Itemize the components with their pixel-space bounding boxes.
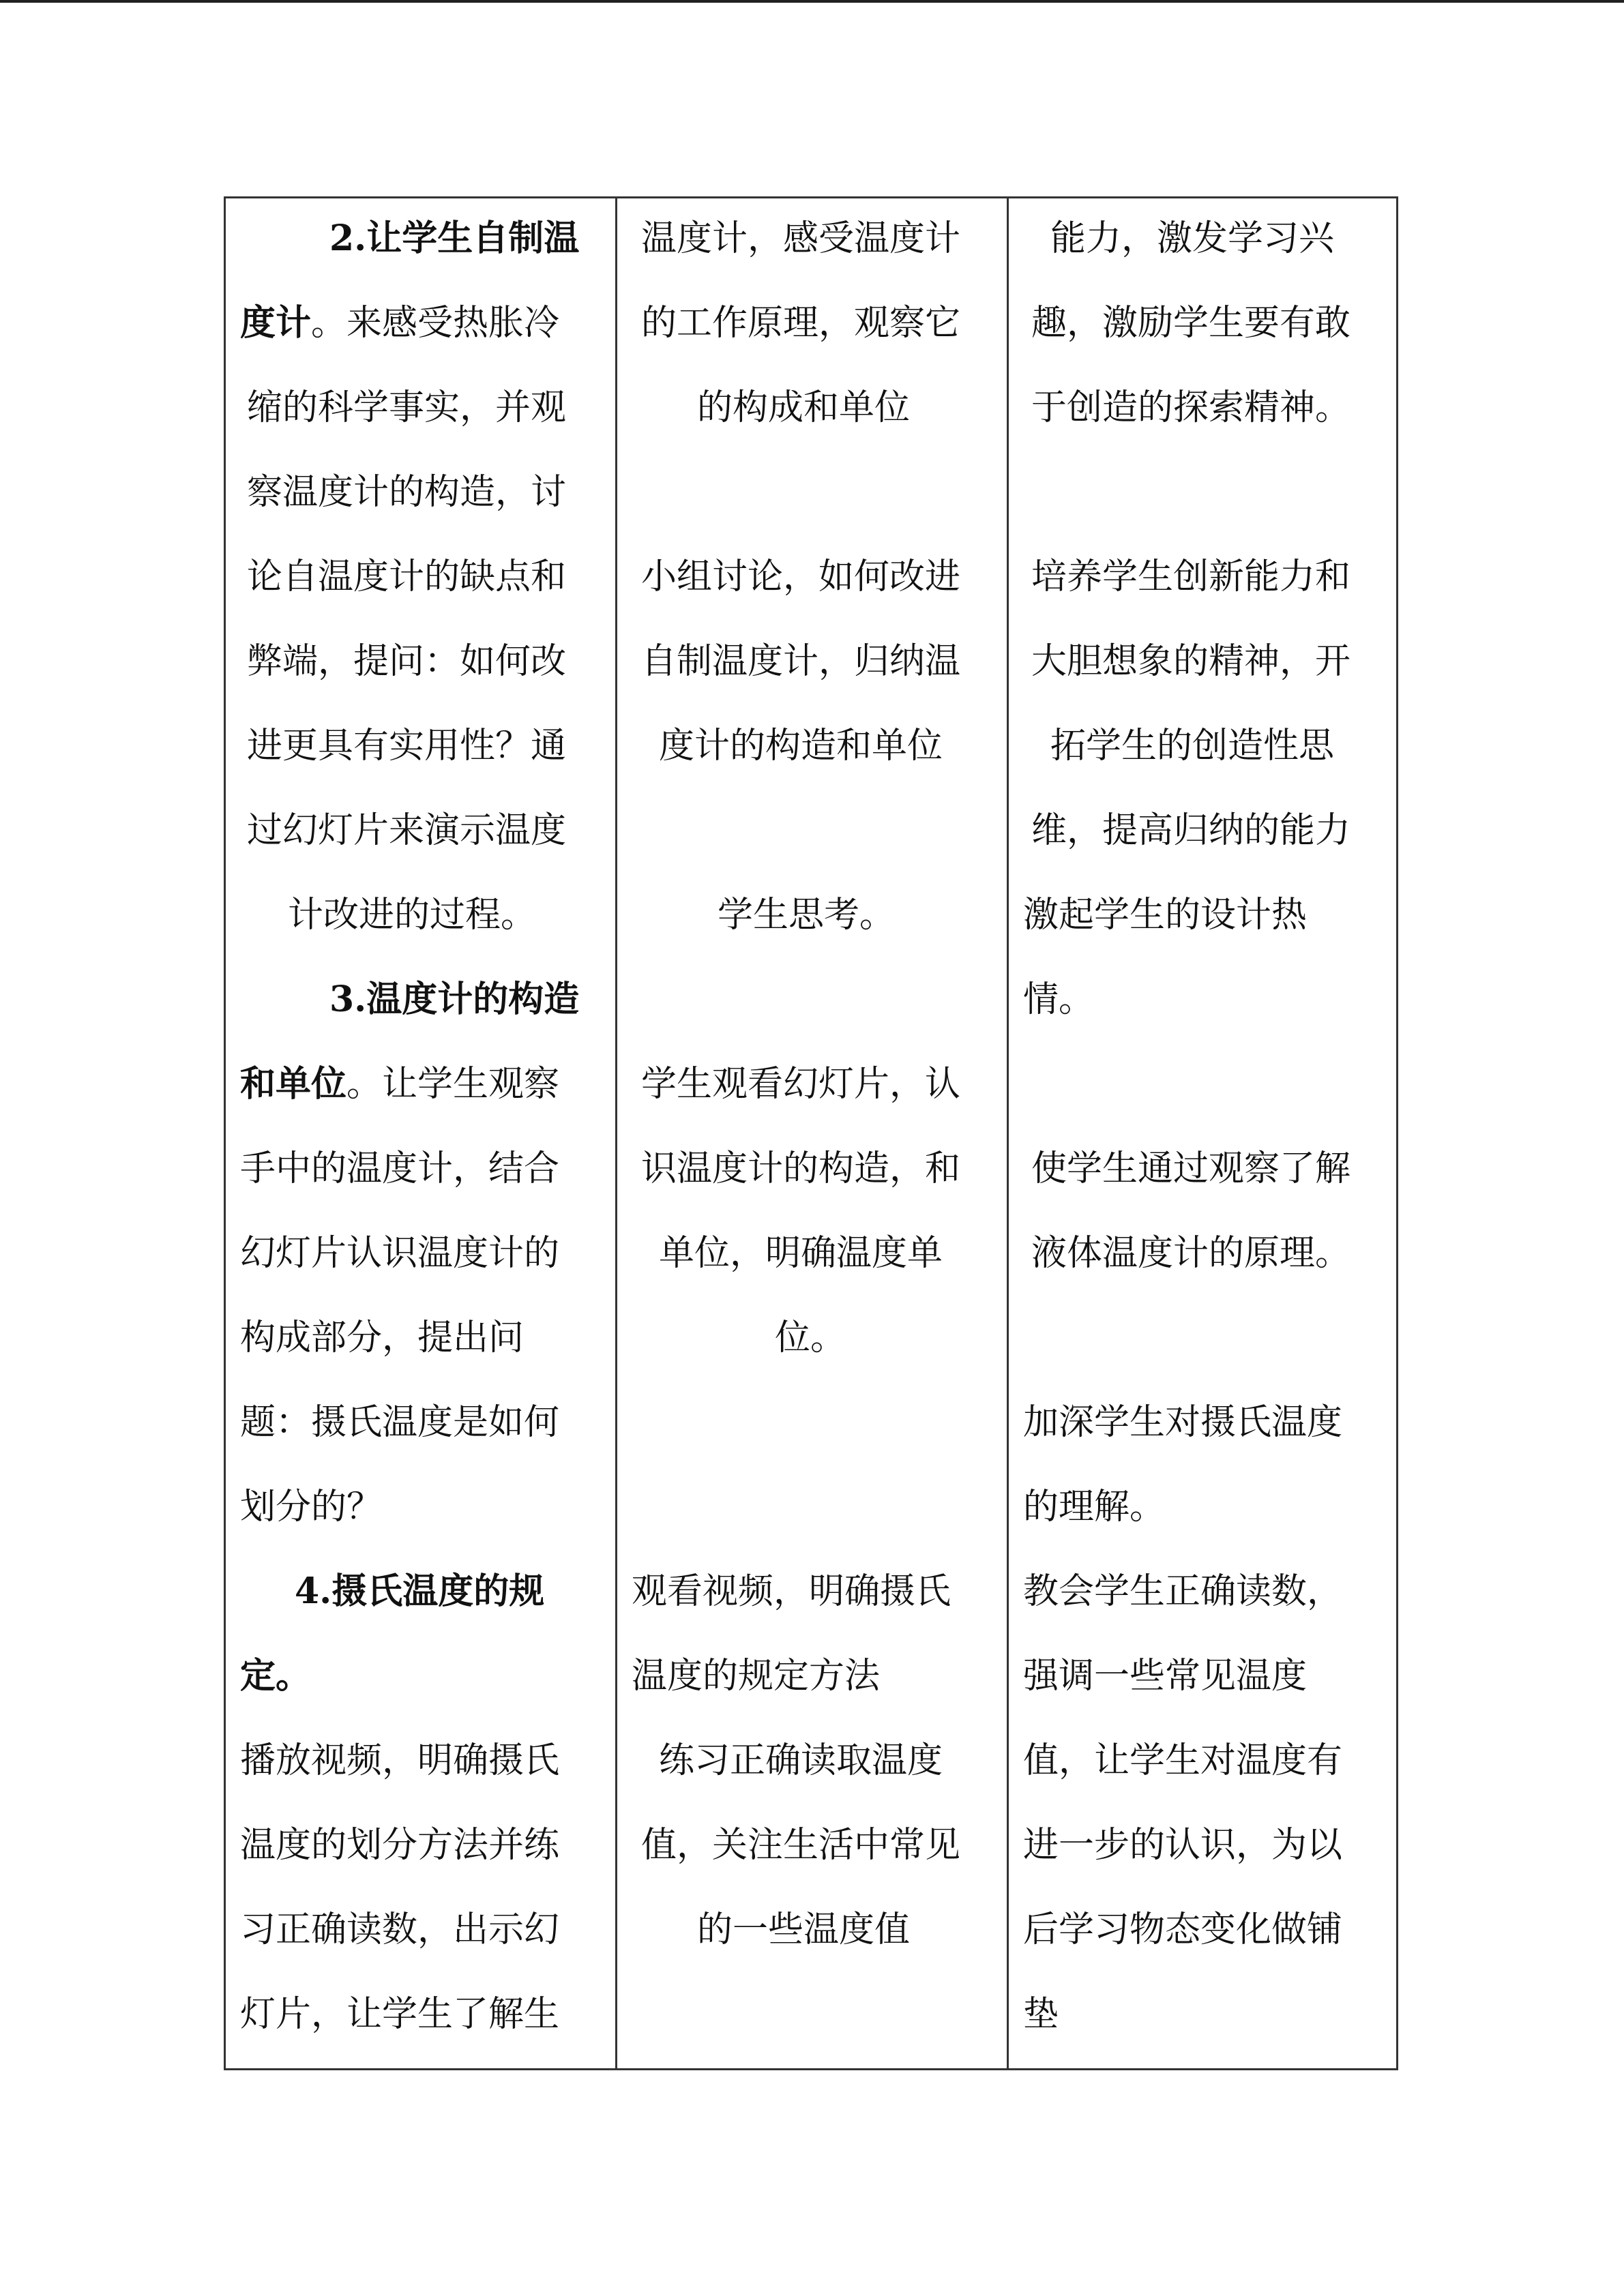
- col1-line-19: 播放视频，明确摄氏: [240, 1740, 560, 1781]
- col2-line-19: 练习正确读取温度: [659, 1740, 943, 1781]
- col2-line-21: 的一些温度值: [697, 1909, 911, 1950]
- column-design-intent: [1023, 196, 1385, 2070]
- col1-line-14: 构成部分，提出问: [240, 1317, 525, 1358]
- col3-line-20: 进一步的认识，为以: [1023, 1825, 1343, 1866]
- col1-line-11: 和单位。让学生观察: [240, 1063, 560, 1105]
- col2-line-9: 学生思考。: [718, 895, 896, 936]
- col2-line-7: 度计的构造和单位: [659, 726, 943, 766]
- col1-line-2: 度计。来感受热胀冷: [240, 302, 560, 344]
- col1-line-9: 计改进的过程。: [288, 895, 537, 936]
- col1-line-1: 2.让学生自制温: [329, 218, 580, 259]
- col3-line-8: 维，提高归纳的能力: [1031, 810, 1351, 851]
- col1-line-22: 灯片，让学生了解生: [240, 1994, 560, 2035]
- col2-line-5: 小组讨论，如何改进: [641, 556, 961, 597]
- col1-line-18: 定。: [240, 1655, 312, 1697]
- col3-line-12: 使学生通过观察了解: [1031, 1148, 1351, 1189]
- col1-line-3: 缩的科学事实，并观: [247, 387, 567, 428]
- col3-line-6: 大胆想象的精神，开: [1031, 641, 1351, 682]
- col1-line-4: 察温度计的构造，讨: [247, 472, 567, 513]
- col3-line-13: 液体温度计的原理。: [1031, 1233, 1351, 1274]
- col3-line-16: 的理解。: [1023, 1487, 1166, 1527]
- col3-line-2: 趣，激励学生要有敢: [1031, 303, 1351, 344]
- col1-line-6: 弊端，提问：如何改: [247, 641, 567, 682]
- col1-line-5: 论自温度计的缺点和: [247, 556, 567, 597]
- col3-line-3: 于创造的探索精神。: [1031, 387, 1351, 428]
- col3-line-18: 强调一些常见温度: [1023, 1656, 1308, 1697]
- col3-line-1: 能力，激发学习兴: [1050, 218, 1335, 259]
- col3-line-22: 垫: [1023, 1994, 1059, 2035]
- col1-line-21: 习正确读数，出示幻: [240, 1909, 560, 1950]
- col1-line-17: 4.摄氏温度的规: [295, 1570, 545, 1612]
- col2-line-13: 单位，明确温度单: [659, 1233, 943, 1274]
- col2-line-11: 学生观看幻灯片，认: [641, 1064, 961, 1105]
- col3-line-15: 加深学生对摄氏温度: [1023, 1402, 1343, 1443]
- column-divider-2: [1007, 196, 1009, 2070]
- col3-line-9: 激起学生的设计热: [1023, 895, 1308, 936]
- col3-line-17: 教会学生正确读数，: [1023, 1571, 1343, 1612]
- col2-line-2: 的工作原理，观察它: [641, 303, 961, 344]
- col1-line-15: 题：摄氏温度是如何: [240, 1402, 560, 1443]
- col1-line-8: 过幻灯片来演示温度: [247, 810, 567, 851]
- col1-line-12: 手中的温度计，结合: [240, 1148, 560, 1189]
- col2-line-1: 温度计，感受温度计: [641, 218, 961, 259]
- col1-line-20: 温度的划分方法并练: [240, 1825, 560, 1866]
- col2-line-20: 值，关注生活中常见: [641, 1825, 961, 1866]
- column-divider-1: [615, 196, 617, 2070]
- col3-line-21: 后学习物态变化做铺: [1023, 1909, 1343, 1950]
- col2-line-3: 的构成和单位: [697, 387, 911, 428]
- col3-line-19: 值，让学生对温度有: [1023, 1740, 1343, 1781]
- col3-line-7: 拓学生的创造性思: [1050, 726, 1335, 766]
- column-teacher-activity: [240, 196, 602, 2070]
- col2-line-6: 自制温度计，归纳温: [641, 641, 961, 682]
- col2-line-14: 位。: [775, 1317, 846, 1358]
- column-student-activity: [632, 196, 993, 2070]
- col1-line-13: 幻灯片认识温度计的: [240, 1233, 560, 1274]
- col1-line-10: 3.温度计的构造: [329, 979, 580, 1020]
- col2-line-17: 观看视频，明确摄氏: [632, 1571, 951, 1612]
- col3-line-10: 情。: [1023, 979, 1095, 1020]
- col1-line-7: 进更具有实用性？通: [247, 726, 567, 766]
- page-top-rule: [0, 0, 1624, 3]
- col1-line-16: 划分的？: [240, 1487, 383, 1527]
- col3-line-5: 培养学生创新能力和: [1031, 556, 1351, 597]
- col2-line-12: 识温度计的构造，和: [641, 1148, 961, 1189]
- col2-line-18: 温度的规定方法: [632, 1656, 881, 1697]
